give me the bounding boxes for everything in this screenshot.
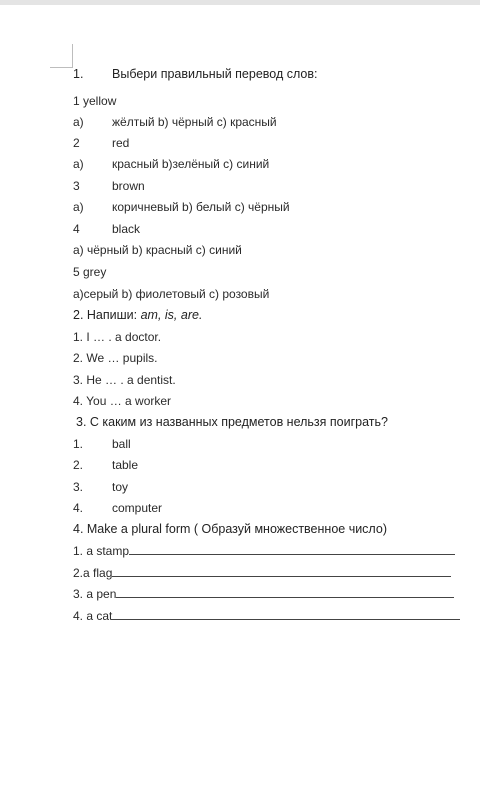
q2-item-1 (73, 327, 161, 347)
q1-word-5 (73, 262, 106, 282)
q2-item-4-text: 4. You … a worker (73, 394, 172, 408)
q1-options-1-marker: а) (73, 115, 84, 129)
answer-blank-line[interactable] (129, 542, 455, 555)
q1-options-4 (73, 240, 242, 260)
answer-blank-line[interactable] (112, 564, 451, 577)
q3-title-text: 3. С каким из названных предметов нельзя поиграть? (76, 415, 388, 429)
q1-word-3-number: 3 (73, 179, 80, 193)
q3-item-1-text: ball (112, 437, 131, 451)
q1-options-2-marker: а) (73, 157, 84, 171)
q1-word-1-text: 1 yellow (73, 94, 117, 108)
q3-item-4-text: computer (112, 501, 163, 515)
q4-item-3 (73, 584, 454, 604)
q1-word-5-text: 5 grey (73, 265, 107, 279)
q3-item-3-number: 3. (73, 480, 84, 494)
q1-word-2-number: 2 (73, 136, 80, 150)
q2-item-2-text: 2. We … pupils. (73, 351, 158, 365)
q3-item-2-number: 2. (73, 458, 84, 472)
q3-item-1-number: 1. (73, 437, 84, 451)
q2-title-prefix: 2. Напиши: (73, 308, 141, 322)
q2-item-3 (73, 370, 176, 390)
q1-options-2-text: красный b)зелёный c) синий (112, 157, 270, 171)
q1-number: 1. (73, 67, 84, 81)
q2-item-1-text: 1. I … . a doctor. (73, 330, 162, 344)
q1-word-1 (73, 91, 116, 111)
q4-item-1-text: 1. a stamp (73, 544, 130, 558)
q4-item-4 (73, 606, 460, 626)
q3-item-4-number: 4. (73, 501, 84, 515)
q4-item-2 (73, 563, 451, 583)
q4-item-2-text: 2.a flag (73, 566, 113, 580)
q2-title (73, 305, 202, 325)
q3-title (76, 412, 388, 432)
q4-title-text: 4. Make a plural form ( Образуй множественное число) (73, 522, 387, 536)
answer-blank-line[interactable] (112, 607, 460, 620)
page-margin-marker-horizontal (50, 67, 72, 68)
q1-options-3-text: коричневый b) белый c) чёрный (112, 200, 290, 214)
q4-item-4-text: 4. a cat (73, 609, 113, 623)
q2-item-2 (73, 348, 157, 368)
q4-item-1 (73, 541, 455, 561)
q1-options-3-marker: а) (73, 200, 84, 214)
q2-title-verbs: am, is, are. (140, 308, 203, 322)
q3-item-2-text: table (112, 458, 139, 472)
q1-options-1-text: жёлтый b) чёрный c) красный (112, 115, 277, 129)
top-toolbar-strip (0, 0, 480, 5)
q2-item-4 (73, 391, 171, 411)
q1-options-5-text: а)серый b) фиолетовый c) розовый (73, 287, 270, 301)
q4-title (73, 519, 387, 539)
q1-options-4-text: а) чёрный b) красный c) синий (73, 243, 242, 257)
q1-options-5 (73, 284, 269, 304)
q1-word-4-number: 4 (73, 222, 80, 236)
q1-word-2-text: red (112, 136, 130, 150)
q1-word-3-text: brown (112, 179, 145, 193)
q2-item-3-text: 3. He … . a dentist. (73, 373, 176, 387)
q3-item-3-text: toy (112, 480, 129, 494)
answer-blank-line[interactable] (116, 585, 454, 598)
q1-title: Выбери правильный перевод слов: (112, 67, 318, 81)
q4-item-3-text: 3. a pen (73, 587, 117, 601)
q1-word-4-text: black (112, 222, 141, 236)
